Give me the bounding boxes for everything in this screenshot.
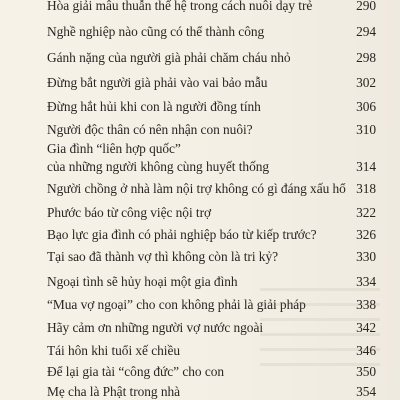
toc-entry — [47, 50, 380, 66]
toc-entry — [47, 75, 380, 91]
toc-entry — [47, 249, 380, 265]
toc-entry-title: Mẹ cha là Phật trong nhà — [47, 384, 181, 399]
toc-entry-title: Người độc thân có nên nhận con nuôi? — [47, 122, 253, 137]
toc-entry-page: 306 — [356, 99, 376, 114]
toc-entry-page: 350 — [356, 364, 376, 379]
toc-entry-page: 318 — [356, 181, 376, 196]
toc-entry-page: 290 — [356, 0, 376, 13]
toc-entry — [47, 181, 380, 197]
toc-entry-title: Hãy cảm ơn những người vợ nước ngoài — [47, 320, 264, 335]
toc-entry-title: Tại sao đã thành vợ thì không còn là tri kỷ? — [47, 249, 278, 264]
toc-entry-title: “Mua vợ ngoại” cho con không phải là giải pháp — [47, 297, 306, 312]
toc-entry-title: Bạo lực gia đình có phải nghiệp báo từ kiếp trước? — [47, 227, 317, 242]
toc-entry-title-line2: của những người không cùng huyết thống — [47, 159, 270, 174]
toc-entry-page: 302 — [356, 75, 376, 90]
toc-entry-title: Nghề nghiệp nào cũng có thể thành công — [47, 24, 265, 39]
toc-entry — [47, 205, 380, 221]
toc-entry-page: 334 — [356, 274, 376, 289]
toc-entry — [47, 227, 380, 243]
toc-entry — [47, 24, 380, 40]
toc-entry-page: 294 — [356, 24, 376, 39]
toc-entry — [47, 99, 380, 115]
toc-entry-title: Đừng hắt hủi khi con là người đồng tính — [47, 99, 261, 114]
toc-entry-page: 310 — [356, 122, 376, 137]
toc-entry-page: 322 — [356, 205, 376, 220]
toc-entry-title: Phước báo từ công việc nội trợ — [47, 205, 212, 220]
toc-entry-title: Hòa giải mâu thuẫn thế hệ trong cách nuôi dạy trẻ — [47, 0, 313, 13]
toc-entry-title: Gánh nặng của người già phải chăm cháu nhỏ — [47, 50, 291, 65]
toc-entry-page: 314 — [356, 159, 376, 174]
toc-entry-title: Để lại gia tài “công đức” cho con — [47, 364, 225, 379]
toc-entry-title: Đừng bắt người già phải vào vai bảo mẫu — [47, 75, 268, 90]
toc-entry — [47, 0, 380, 14]
toc-entry-page: 346 — [356, 343, 376, 358]
toc-entry-page: 342 — [356, 320, 376, 335]
toc-entry-page: 354 — [356, 384, 376, 399]
toc-entry-title: Người chồng ở nhà làm nội trợ không có gì đáng xấu hổ — [47, 181, 346, 196]
toc-entry — [47, 141, 380, 175]
toc-entry — [47, 320, 380, 336]
toc-entry — [47, 364, 380, 380]
toc-entry-title-line1: Gia đình “liên hợp quốc” — [47, 141, 181, 156]
toc-entry-page: 338 — [356, 297, 376, 312]
toc-entry-page: 326 — [356, 227, 376, 242]
toc-entry — [47, 384, 380, 400]
toc-entry-title: Tái hôn khi tuổi xế chiều — [47, 343, 180, 358]
toc-entry — [47, 122, 380, 138]
toc-entry-title: Ngoại tình sẽ hủy hoại một gia đình — [47, 274, 238, 289]
toc-entry — [47, 274, 380, 290]
toc-entry — [47, 297, 380, 313]
toc-entry — [47, 343, 380, 359]
toc-entry-page: 298 — [356, 50, 376, 65]
toc-entry-page: 330 — [356, 249, 376, 264]
